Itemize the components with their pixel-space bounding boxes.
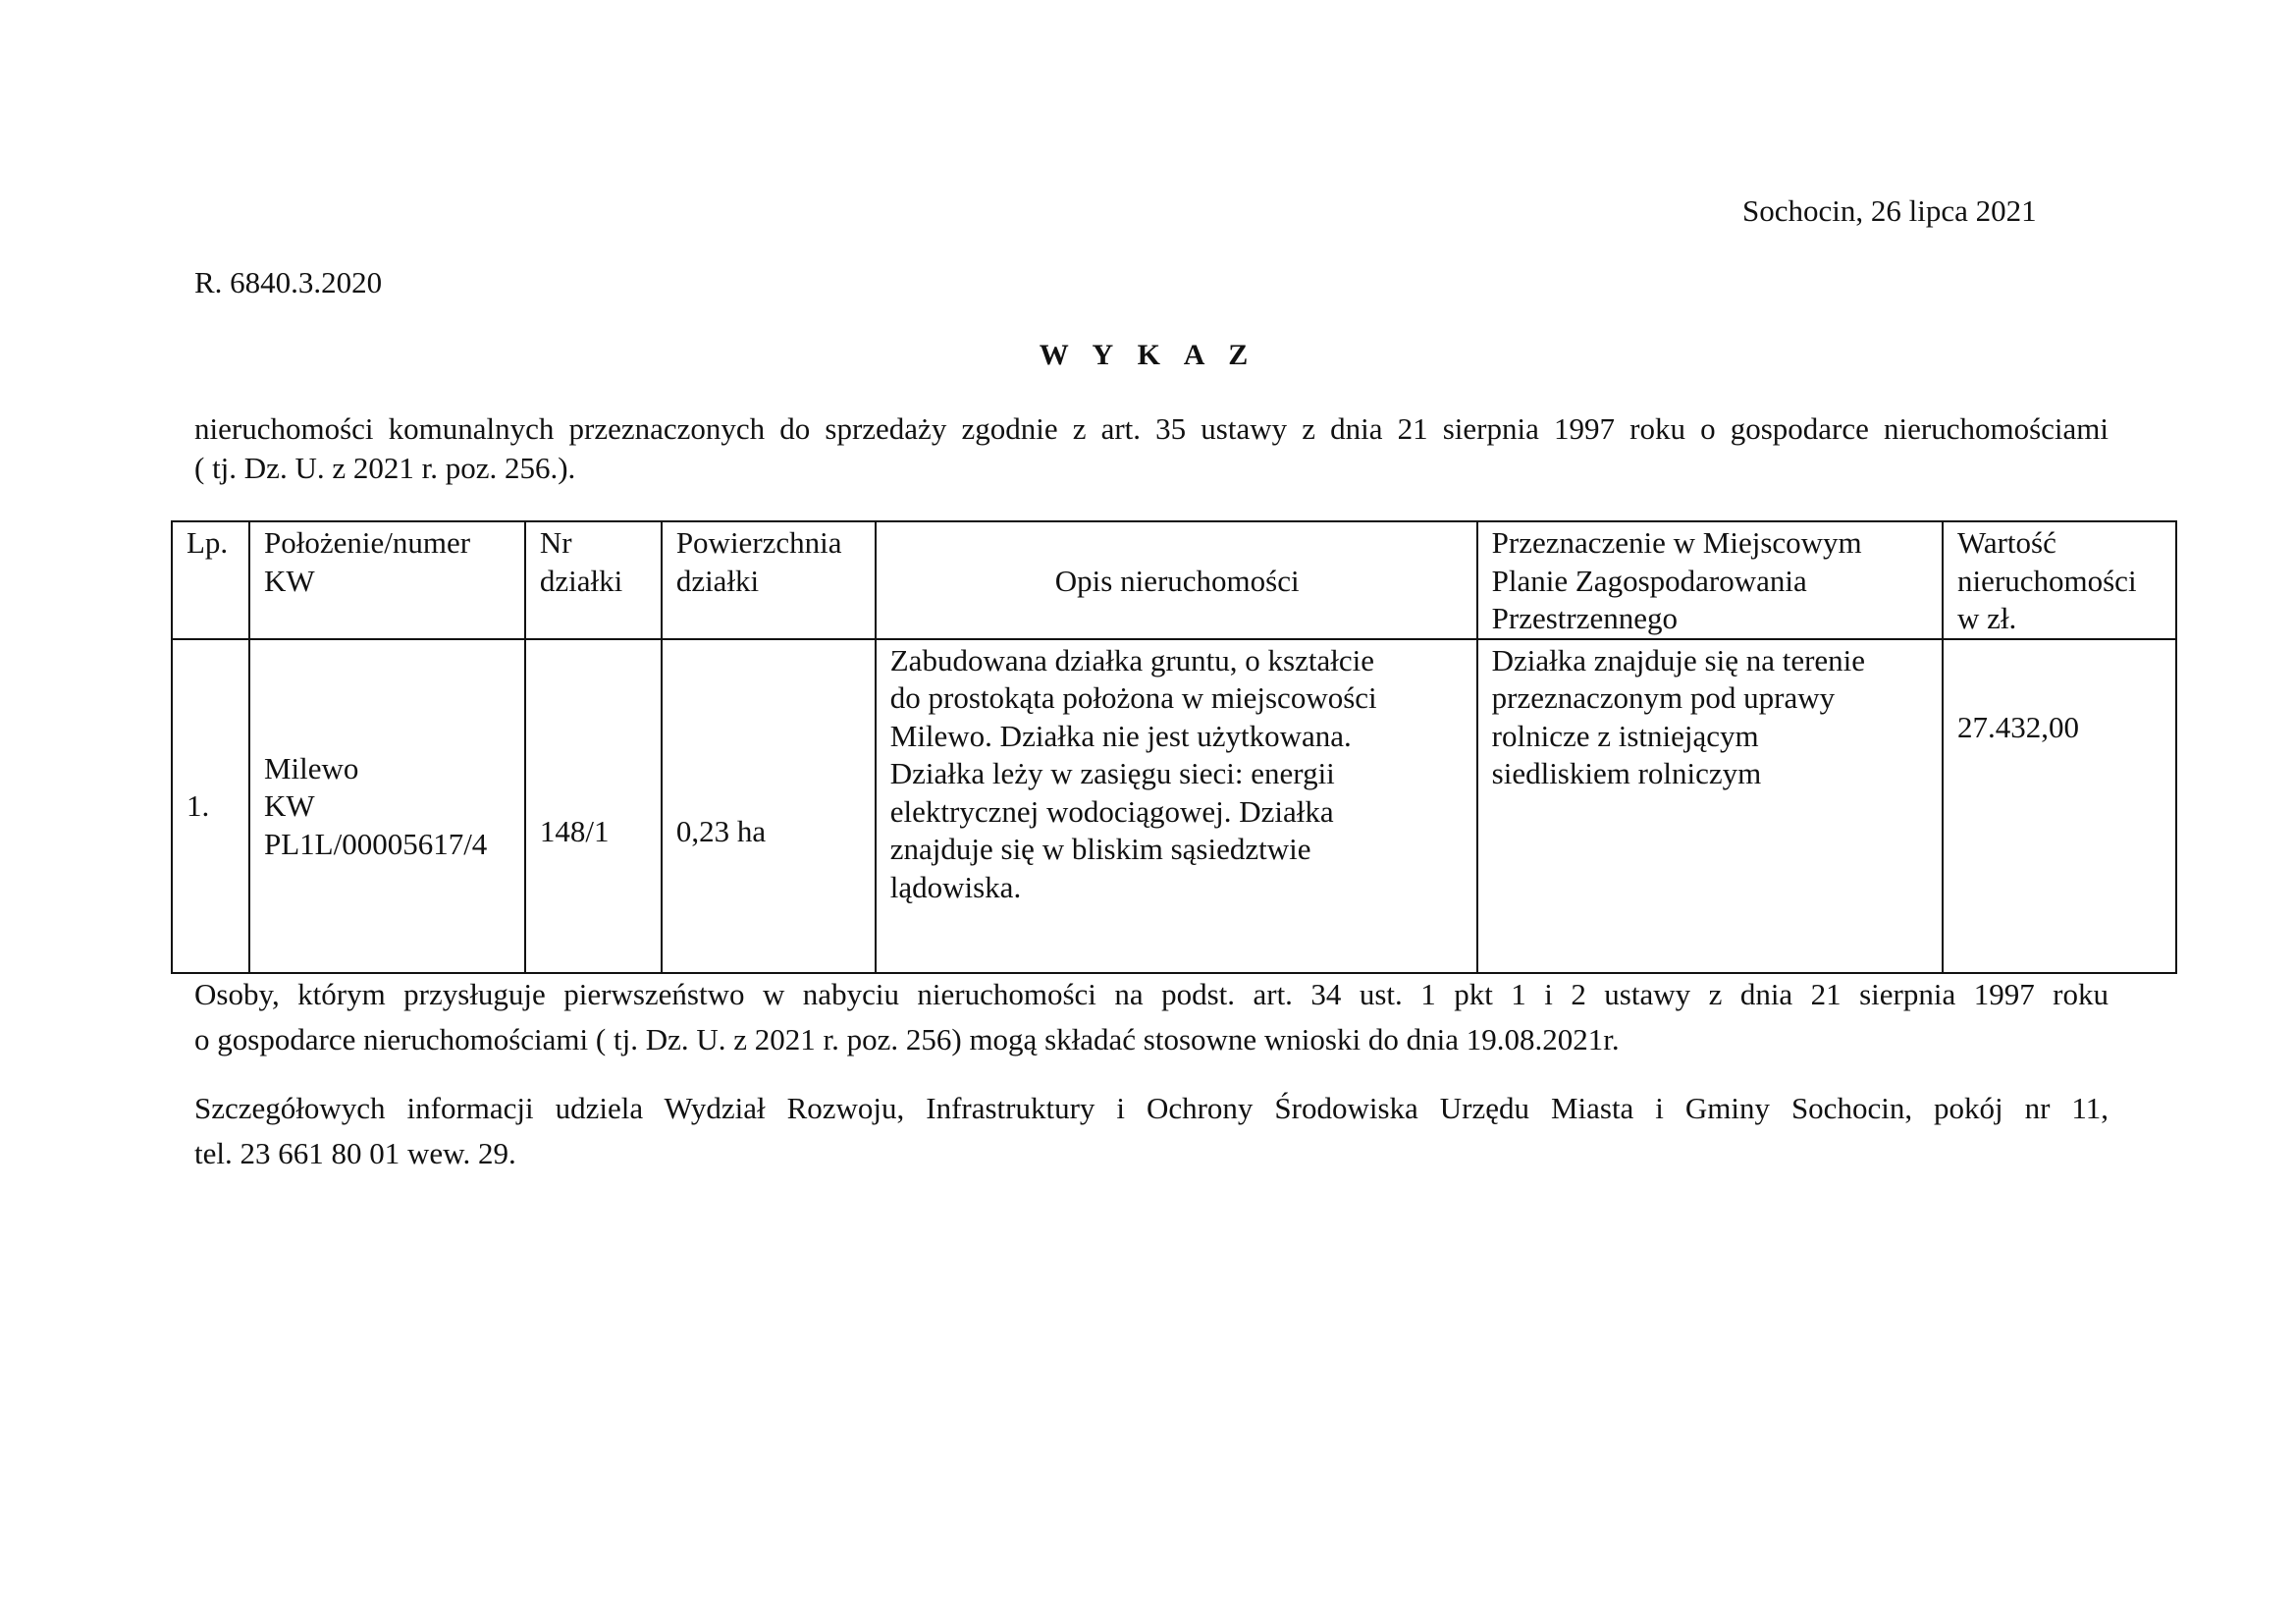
cell-opis-line: elektrycznej wodociągowej. Działka: [889, 793, 1334, 829]
header-wartosc-line: nieruchomości: [1957, 563, 2137, 598]
cell-przeznaczenie-line: Działka znajduje się na terenie: [1491, 642, 1866, 677]
cell-lp: 1.: [172, 639, 249, 973]
cell-opis-line: lądowiska.: [889, 869, 1022, 904]
header-przeznaczenie: [1477, 521, 1943, 639]
contact-line-2: tel. 23 661 80 01 wew. 29.: [194, 1136, 516, 1170]
cell-przeznaczenie-line: rolnicze z istniejącym: [1491, 718, 1759, 753]
intro-text: [194, 409, 2109, 488]
header-przeznaczenie-line: Przestrzennego: [1491, 601, 1679, 635]
priority-line-2: o gospodarce nieruchomościami ( tj. Dz. U. z 2021 r. poz. 256) mogą składać stosowne wnioski do dnia 19.08.2021r.: [194, 1022, 1620, 1056]
cell-opis-line: Milewo. Działka nie jest użytkowana.: [889, 718, 1352, 753]
cell-przeznaczenie: [1477, 639, 1943, 973]
priority-line-1: Osoby, którym przysługuje pierwszeństwo w nabyciu nieruchomości na podst. art. 34 ust. 1 pkt 1 i 2 ustawy z dnia 21 sierpnia 1997 roku: [194, 977, 2109, 1011]
header-wartosc-line: w zł.: [1957, 601, 2017, 635]
header-powierzchnia: [662, 521, 876, 639]
header-wartosc: [1943, 521, 2176, 639]
reference-number: R. 6840.3.2020: [194, 265, 383, 299]
header-polozenie-line: Położenie/numer: [263, 525, 471, 560]
cell-opis-line: znajduje się w bliskim sąsiedztwie: [889, 832, 1311, 866]
cell-przeznaczenie-line: siedliskiem rolniczym: [1491, 756, 1762, 790]
cell-polozenie-line: Milewo: [263, 750, 359, 785]
cell-opis-line: Zabudowana działka gruntu, o kształcie: [889, 642, 1374, 677]
cell-polozenie: [249, 639, 525, 973]
cell-opis-line: Działka leży w zasięgu sieci: energii: [889, 756, 1335, 790]
table-header-row: [172, 521, 2176, 639]
header-polozenie: [249, 521, 525, 639]
header-opis: Opis nieruchomości: [876, 521, 1477, 639]
header-lp: Lp.: [172, 521, 249, 639]
document-title: W Y K A Z: [1039, 339, 1257, 371]
cell-opis: [876, 639, 1477, 973]
header-powierzchnia-line: działki: [675, 563, 760, 598]
header-polozenie-line: KW: [263, 563, 315, 598]
intro-line-2: ( tj. Dz. U. z 2021 r. poz. 256.).: [194, 451, 576, 485]
cell-wartosc: 27.432,00: [1943, 639, 2176, 973]
cell-polozenie-line: KW: [263, 788, 315, 824]
table-row: [172, 639, 2176, 973]
priority-paragraph: [194, 972, 2109, 1062]
cell-przeznaczenie-line: przeznaczonym pod uprawy: [1491, 680, 1836, 715]
cell-polozenie-line: PL1L/00005617/4: [263, 826, 488, 861]
cell-powierzchnia: 0,23 ha: [662, 639, 876, 973]
intro-line-1: nieruchomości komunalnych przeznaczonych do sprzedaży zgodnie z art. 35 ustawy z dnia 21 sierpnia 1997 roku o gospodarce nieruchomościami: [194, 411, 2109, 446]
document-date: Sochocin, 26 lipca 2021: [1742, 193, 2037, 228]
header-powierzchnia-line: Powierzchnia: [675, 525, 842, 560]
header-nr-line: działki: [539, 563, 623, 598]
contact-paragraph: [194, 1086, 2109, 1176]
header-nr-dzialki: [525, 521, 662, 639]
header-wartosc-line: Wartość: [1957, 525, 2056, 560]
cell-opis-line: do prostokąta położona w miejscowości: [889, 680, 1377, 715]
contact-line-1: Szczegółowych informacji udziela Wydział Rozwoju, Infrastruktury i Ochrony Środowiska Urzędu Miasta i Gminy Sochocin, pokój nr 11,: [194, 1091, 2109, 1125]
header-przeznaczenie-line: Planie Zagospodarowania: [1491, 563, 1807, 598]
header-przeznaczenie-line: Przeznaczenie w Miejscowym: [1491, 525, 1862, 560]
property-table: [171, 520, 2177, 974]
header-nr-line: Nr: [539, 525, 572, 560]
cell-nr-dzialki: 148/1: [525, 639, 662, 973]
